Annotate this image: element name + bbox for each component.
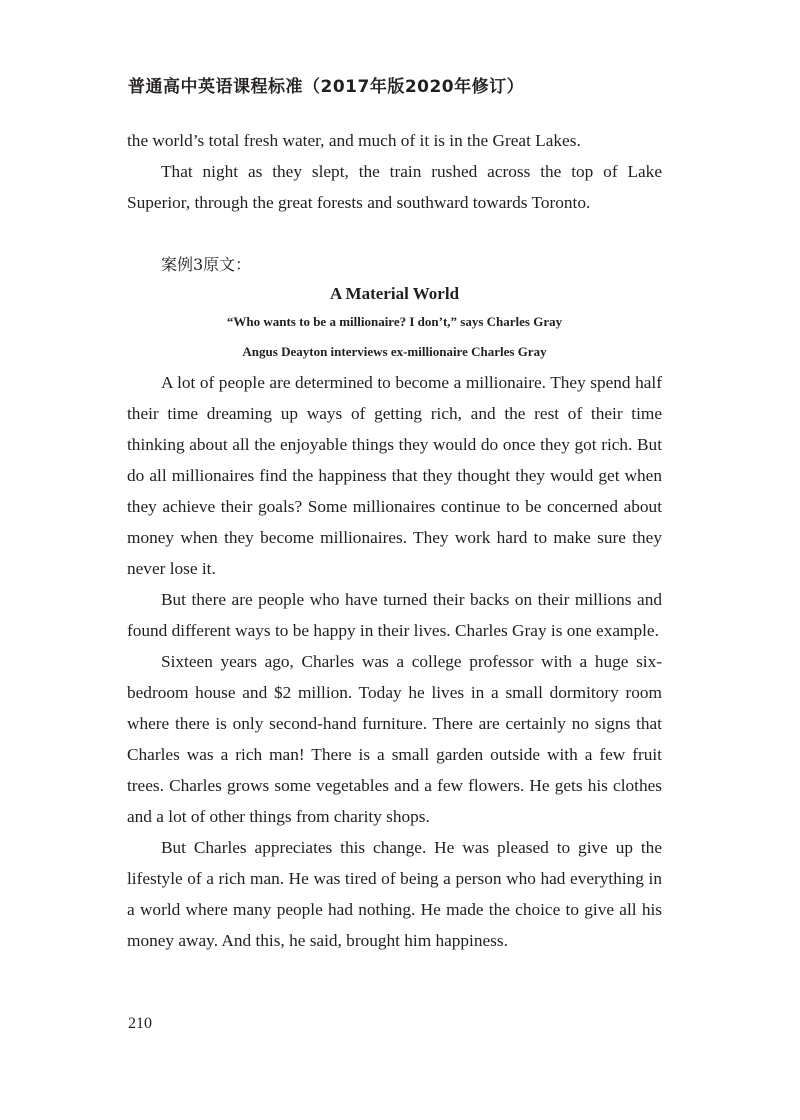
- article-paragraph: Sixteen years ago, Charles was a college professor with a huge six-bedroom house and $2 million. Today he lives in a small dormitory room where there is only second-hand furniture. There are certainly no signs that Charles was a rich man! There is a small garden outside with a few fruit trees. Charles grows some vegetables and a few flowers. He gets his clothes and a lot of other things from charity shops.: [127, 652, 662, 826]
- article-paragraph: A lot of people are determined to become a millionaire. They spend half their time dreaming up ways of getting rich, and the rest of their time thinking about all the enjoyable things they would do once they got rich. But do all millionaires find the happiness that they thought they would get when they achieve their goals? Some millionaires continue to be concerned about money when they become millionaires. They work hard to make sure they never lose it.: [127, 373, 662, 578]
- paragraph-continued: the world’s total fresh water, and much of it is in the Great Lakes.: [127, 131, 581, 150]
- article-paragraph: But there are people who have turned their backs on their millions and found different ways to be happy in their lives. Charles Gray is one example.: [127, 590, 662, 640]
- article-title: A Material World: [329, 284, 460, 303]
- page-content: [127, 125, 662, 956]
- article-byline: Angus Deayton interviews ex-millionaire Charles Gray: [242, 344, 547, 359]
- article-paragraph: But Charles appreciates this change. He was pleased to give up the lifestyle of a rich man. He was tired of being a person who had everything in a world where many people had nothing. He made the choice to give all his money away. And this, he said, brought him happiness.: [127, 838, 662, 950]
- article-subtitle: “Who wants to be a millionaire? I don’t,” says Charles Gray: [226, 314, 563, 329]
- page-header-title: 普通高中英语课程标准（2017年版2020年修订）: [128, 77, 525, 97]
- paragraph: That night as they slept, the train rushed across the top of Lake Superior, through the great forests and southward towards Toronto.: [127, 162, 662, 212]
- page-number: 210: [128, 1015, 152, 1032]
- case-label: 案例3原文：: [161, 255, 252, 274]
